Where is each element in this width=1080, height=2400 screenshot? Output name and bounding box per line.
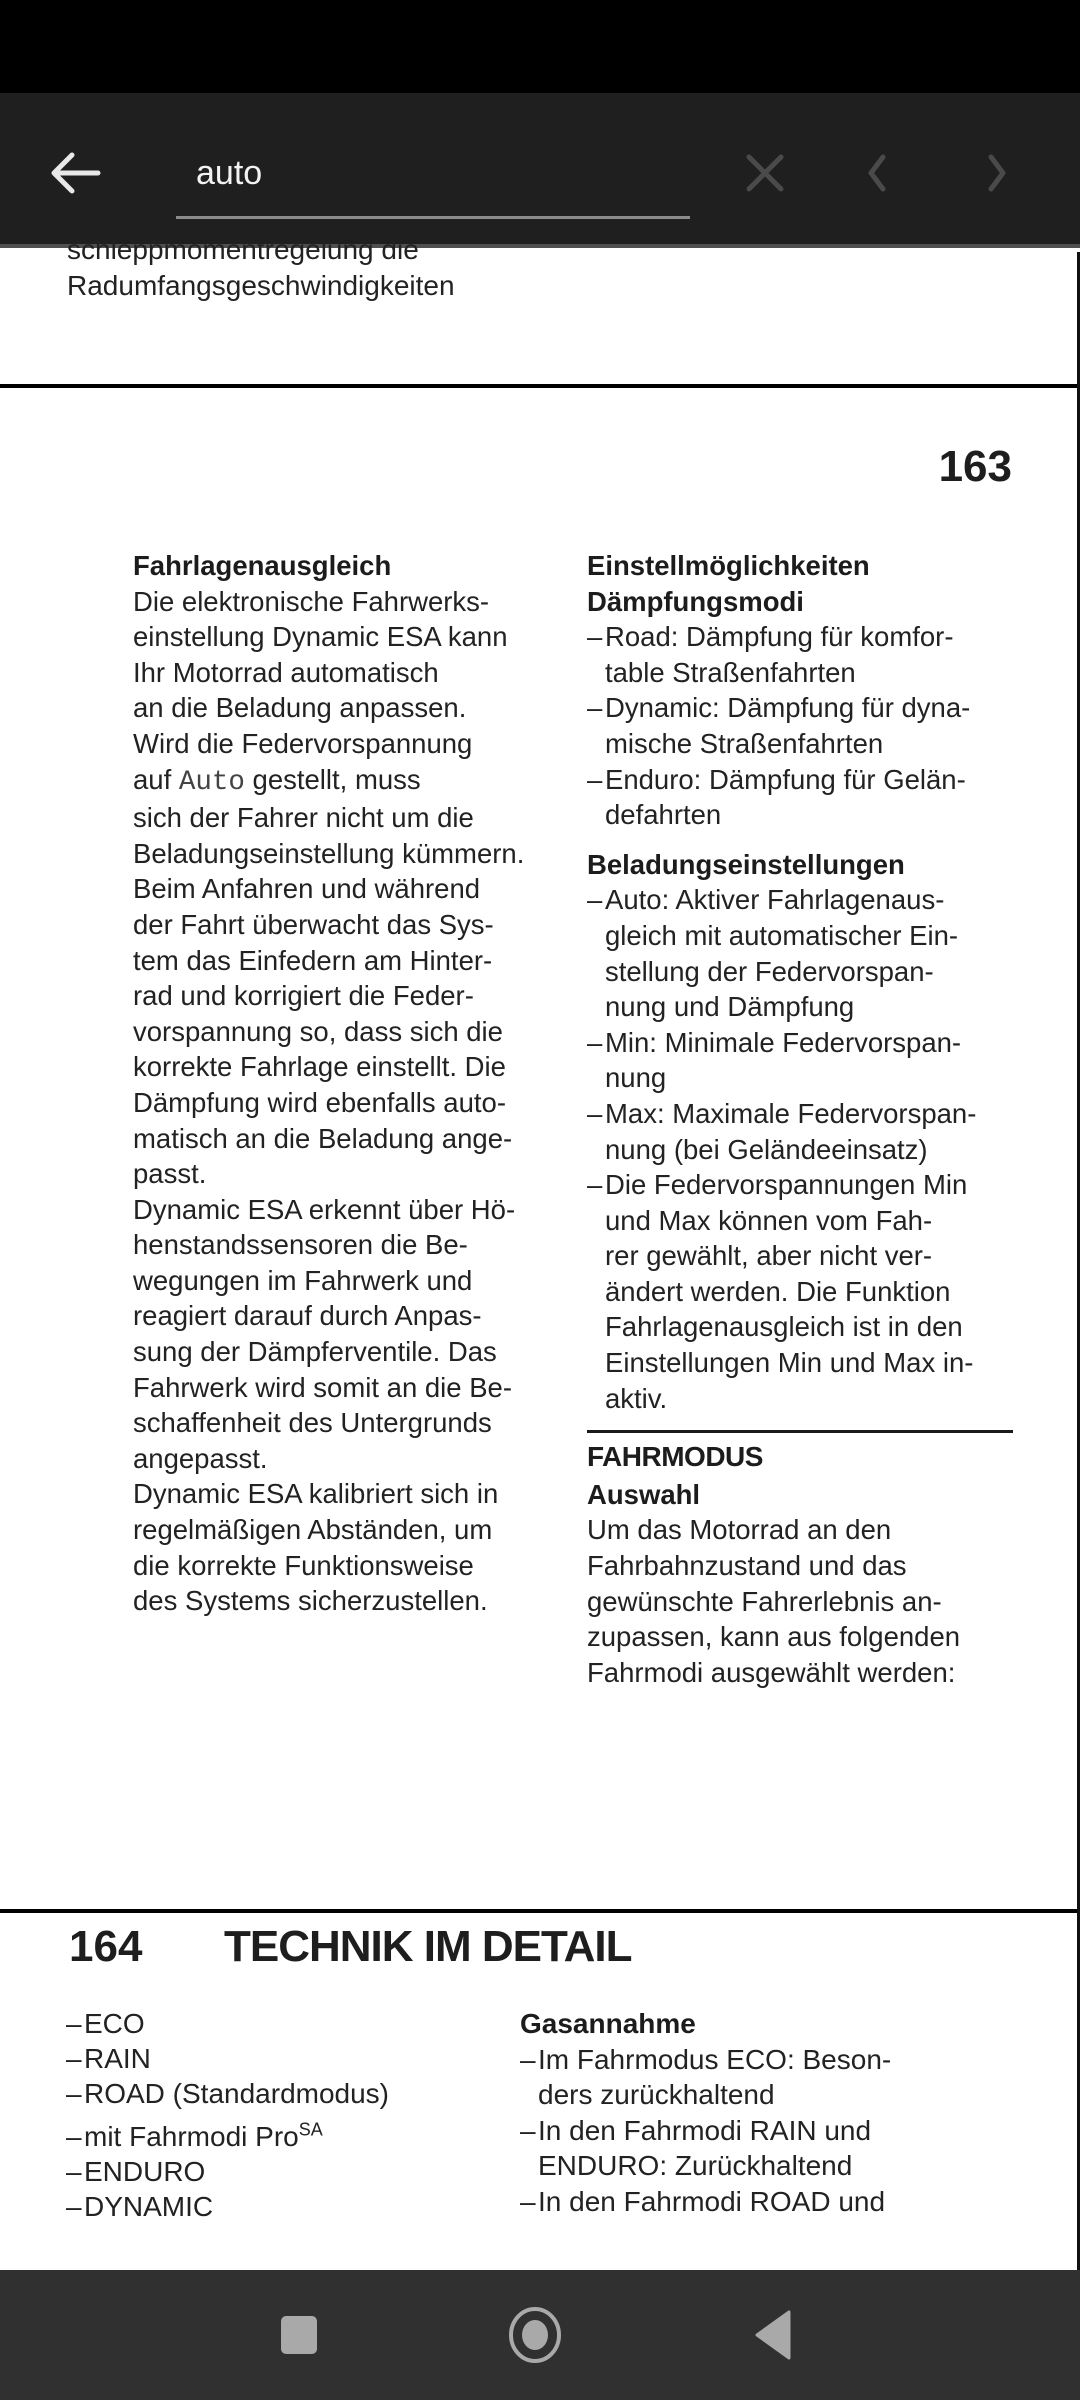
dash-bullet: –: [66, 2156, 82, 2187]
dash-bullet: –: [587, 763, 603, 795]
text-line: Dynamic ESA erkennt über Hö-: [133, 1193, 516, 1225]
text-line: reagiert darauf durch Anpas-: [133, 1300, 482, 1332]
list-item-text: ändert werden. Die Funktion: [605, 1275, 951, 1307]
page-number: 163: [938, 442, 1012, 491]
list-item-text: ders zurückhaltend: [538, 2079, 775, 2111]
text-line: sich der Fahrer nicht um die: [133, 802, 474, 834]
list-item-text: ENDURO: Zurückhaltend: [538, 2150, 853, 2182]
riding-mode-item: [66, 2154, 486, 2189]
superscript: SA: [298, 2119, 323, 2140]
list-item-text: RAIN: [84, 2043, 151, 2074]
load-setting-item: [587, 1167, 1017, 1416]
list-item-text: ENDURO: [84, 2156, 206, 2187]
text: auf: [133, 763, 179, 795]
recents-button[interactable]: [262, 2298, 336, 2372]
text-line: Die elektronische Fahrwerks-: [133, 585, 490, 617]
chevron-right-icon: [965, 141, 1029, 205]
list-item-text: stellung der Federvorspan-: [605, 955, 934, 987]
text-line: sung der Dämpferventile. Das: [133, 1336, 497, 1368]
home-button[interactable]: [498, 2298, 572, 2372]
status-bar: [0, 0, 1080, 93]
system-navigation-bar: [0, 2270, 1080, 2400]
load-setting-item: [587, 882, 1017, 1024]
throttle-response-list: [520, 2042, 940, 2220]
text-line: angepasst.: [133, 1442, 268, 1474]
text-line: Beladungseinstellung kümmern.: [133, 837, 525, 869]
previous-result-button[interactable]: [845, 141, 909, 205]
list-item-text: aktiv.: [605, 1382, 668, 1414]
load-setting-item: [587, 1096, 1017, 1167]
square-recents-icon: [262, 2298, 336, 2372]
damping-mode-item: [587, 690, 1017, 761]
text-line: Dämpfung wird ebenfalls auto-: [133, 1086, 506, 1118]
next-result-button[interactable]: [965, 141, 1029, 205]
list-item-text: Auto: Aktiver Fahrlagenaus-: [605, 884, 945, 916]
heading-beladungseinstellungen: Beladungseinstellungen: [587, 848, 905, 880]
back-nav-button[interactable]: [735, 2298, 809, 2372]
list-item-text: defahrten: [605, 799, 722, 831]
dash-bullet: –: [66, 2191, 82, 2222]
text-line: Fahrwerk wird somit an die Be-: [133, 1371, 513, 1403]
text-line: des Systems sicherzustellen.: [133, 1585, 488, 1617]
text-line: einstellung Dynamic ESA kann: [133, 621, 508, 653]
throttle-response-item: [520, 2042, 940, 2113]
paragraph: [587, 1512, 1017, 1690]
throttle-response-item: [520, 2113, 940, 2184]
list-item: [66, 2119, 486, 2154]
load-settings-list: [587, 882, 1017, 1416]
dash-bullet: –: [66, 2078, 82, 2109]
dash-bullet: –: [587, 884, 603, 916]
text-line: korrekte Fahrlage einstellt. Die: [133, 1051, 506, 1083]
text-line: gewünschte Fahrerlebnis an-: [587, 1585, 942, 1617]
text-line: regelmäßigen Abständen, um: [133, 1514, 493, 1546]
list-item-text: nung: [605, 1062, 667, 1094]
text-line: schaffenheit des Untergrunds: [133, 1407, 492, 1439]
arrow-left-icon: [44, 141, 108, 205]
text-line: die korrekte Funktionsweise: [133, 1549, 474, 1581]
dash-bullet: –: [520, 2114, 536, 2146]
text-line: vorspannung so, dass sich die: [133, 1015, 503, 1047]
list-item-text: ROAD (Standardmodus): [84, 2078, 390, 2109]
triangle-back-icon: [735, 2298, 809, 2372]
circle-home-icon: [498, 2298, 572, 2372]
page-separator: [0, 1909, 1077, 1913]
load-setting-item: [587, 1025, 1017, 1096]
riding-mode-item: [66, 2006, 486, 2041]
text-line: schleppmomentregelung die: [67, 234, 419, 265]
heading-einstellmoeglichkeiten: Einstellmöglichkeiten: [587, 550, 870, 581]
list-item-text: In den Fahrmodi ROAD und: [538, 2185, 886, 2217]
text-line: Fahrbahnzustand und das: [587, 1550, 907, 1582]
text-line: wegungen im Fahrwerk und: [133, 1264, 473, 1296]
list-item-text: nung und Dämpfung: [605, 991, 855, 1023]
list-item-text: Max: Maximale Federvorspan-: [605, 1097, 977, 1129]
list-item-text: gleich mit automatischer Ein-: [605, 919, 959, 951]
text-line: passt.: [133, 1158, 207, 1190]
text-line: Beim Anfahren und während: [133, 873, 481, 905]
list-item-text: und Max können vom Fah-: [605, 1204, 933, 1236]
list-item-text: Einstellungen Min und Max in-: [605, 1347, 974, 1379]
left-column: [133, 548, 573, 1619]
mode-list: [66, 2006, 486, 2111]
text-line: tem das Einfedern am Hinter-: [133, 944, 493, 976]
list-item-text: nung (bei Geländeeinsatz): [605, 1133, 928, 1165]
heading-gasannahme: Gasannahme: [520, 2008, 696, 2039]
page-title: TECHNIK IM DETAIL: [224, 1922, 632, 1971]
search-match-auto: Auto: [178, 766, 245, 798]
list-item-text: mit Fahrmodi Pro: [84, 2121, 299, 2152]
dash-bullet: –: [587, 692, 603, 724]
close-icon: [733, 141, 797, 205]
damping-mode-item: [587, 762, 1017, 833]
paragraph: [133, 584, 573, 762]
dash-bullet: –: [66, 2043, 82, 2074]
dash-bullet: –: [66, 2008, 82, 2039]
document-viewer[interactable]: [0, 234, 1080, 2270]
section-rule: [587, 1430, 1013, 1433]
list-item-text: Road: Dämpfung für komfor-: [605, 621, 954, 653]
right-column: [587, 548, 1017, 1690]
dash-bullet: –: [520, 2185, 536, 2217]
heading-auswahl: Auswahl: [587, 1478, 701, 1510]
left-column: [66, 2006, 486, 2224]
text-line: Radumfangsgeschwindigkeiten: [67, 270, 455, 301]
paragraph: [133, 800, 573, 1619]
throttle-response-item: [520, 2184, 940, 2220]
damping-modes-list: [587, 619, 1017, 833]
list-item-text: mische Straßenfahrten: [605, 727, 884, 759]
right-column: [520, 2006, 940, 2220]
page-163: [0, 388, 1077, 1908]
list-item-text: Fahrlagenausgleich ist in den: [605, 1311, 963, 1343]
dash-bullet: –: [66, 2121, 82, 2152]
heading-daempfungsmodi: Dämpfungsmodi: [587, 585, 804, 617]
text-line: Fahrmodi ausgewählt werden:: [587, 1656, 956, 1688]
list-item-text: Die Federvorspannungen Min: [605, 1169, 968, 1201]
back-button[interactable]: [44, 141, 108, 205]
list-item-text: DYNAMIC: [84, 2191, 214, 2222]
page-164: [0, 1914, 1077, 2314]
riding-mode-item: [66, 2076, 486, 2111]
list-item-text: ECO: [84, 2008, 145, 2039]
list-item-text: rer gewählt, aber nicht ver-: [605, 1240, 933, 1272]
list-item-text: Min: Minimale Federvorspan-: [605, 1026, 962, 1058]
text-line: [133, 762, 573, 801]
list-item-text: table Straßenfahrten: [605, 656, 856, 688]
list-item-text: Dynamic: Dämpfung für dyna-: [605, 692, 971, 724]
text-line: an die Beladung anpassen.: [133, 692, 467, 724]
list-item-text: In den Fahrmodi RAIN und: [538, 2114, 872, 2146]
damping-mode-item: [587, 619, 1017, 690]
text-line: zupassen, kann aus folgenden: [587, 1621, 961, 1653]
mode-list: [66, 2154, 486, 2224]
riding-mode-item: [66, 2189, 486, 2224]
page-number: 164: [69, 1922, 143, 1971]
search-toolbar: [0, 93, 1080, 248]
dash-bullet: –: [587, 621, 603, 653]
chevron-left-icon: [845, 141, 909, 205]
text: gestellt, muss: [244, 763, 421, 795]
list-item-text: Im Fahrmodus ECO: Beson-: [538, 2043, 892, 2075]
text-line: matisch an die Beladung ange-: [133, 1122, 513, 1154]
dash-bullet: –: [520, 2043, 536, 2075]
list-item-text: Enduro: Dämpfung für Gelän-: [605, 763, 966, 795]
dash-bullet: –: [587, 1097, 603, 1129]
dash-bullet: –: [587, 1026, 603, 1058]
text-line: rad und korrigiert die Feder-: [133, 980, 474, 1012]
dash-bullet: –: [587, 1169, 603, 1201]
search-field[interactable]: [176, 129, 690, 219]
riding-mode-item: [66, 2041, 486, 2076]
search-input[interactable]: [196, 143, 676, 203]
text-line: henstandssensoren die Be-: [133, 1229, 468, 1261]
text-line: Dynamic ESA kalibriert sich in: [133, 1478, 499, 1510]
text-line: Um das Motorrad an den: [587, 1514, 892, 1546]
text-line: der Fahrt überwacht das Sys-: [133, 908, 494, 940]
section-heading: Fahrlagenausgleich: [133, 550, 392, 581]
text-line: Ihr Motorrad automatisch: [133, 656, 439, 688]
text-line: Wird die Federvorspannung: [133, 727, 473, 759]
clear-search-button[interactable]: [733, 141, 797, 205]
section-title-fahrmodus: FAHRMODUS: [587, 1441, 763, 1473]
